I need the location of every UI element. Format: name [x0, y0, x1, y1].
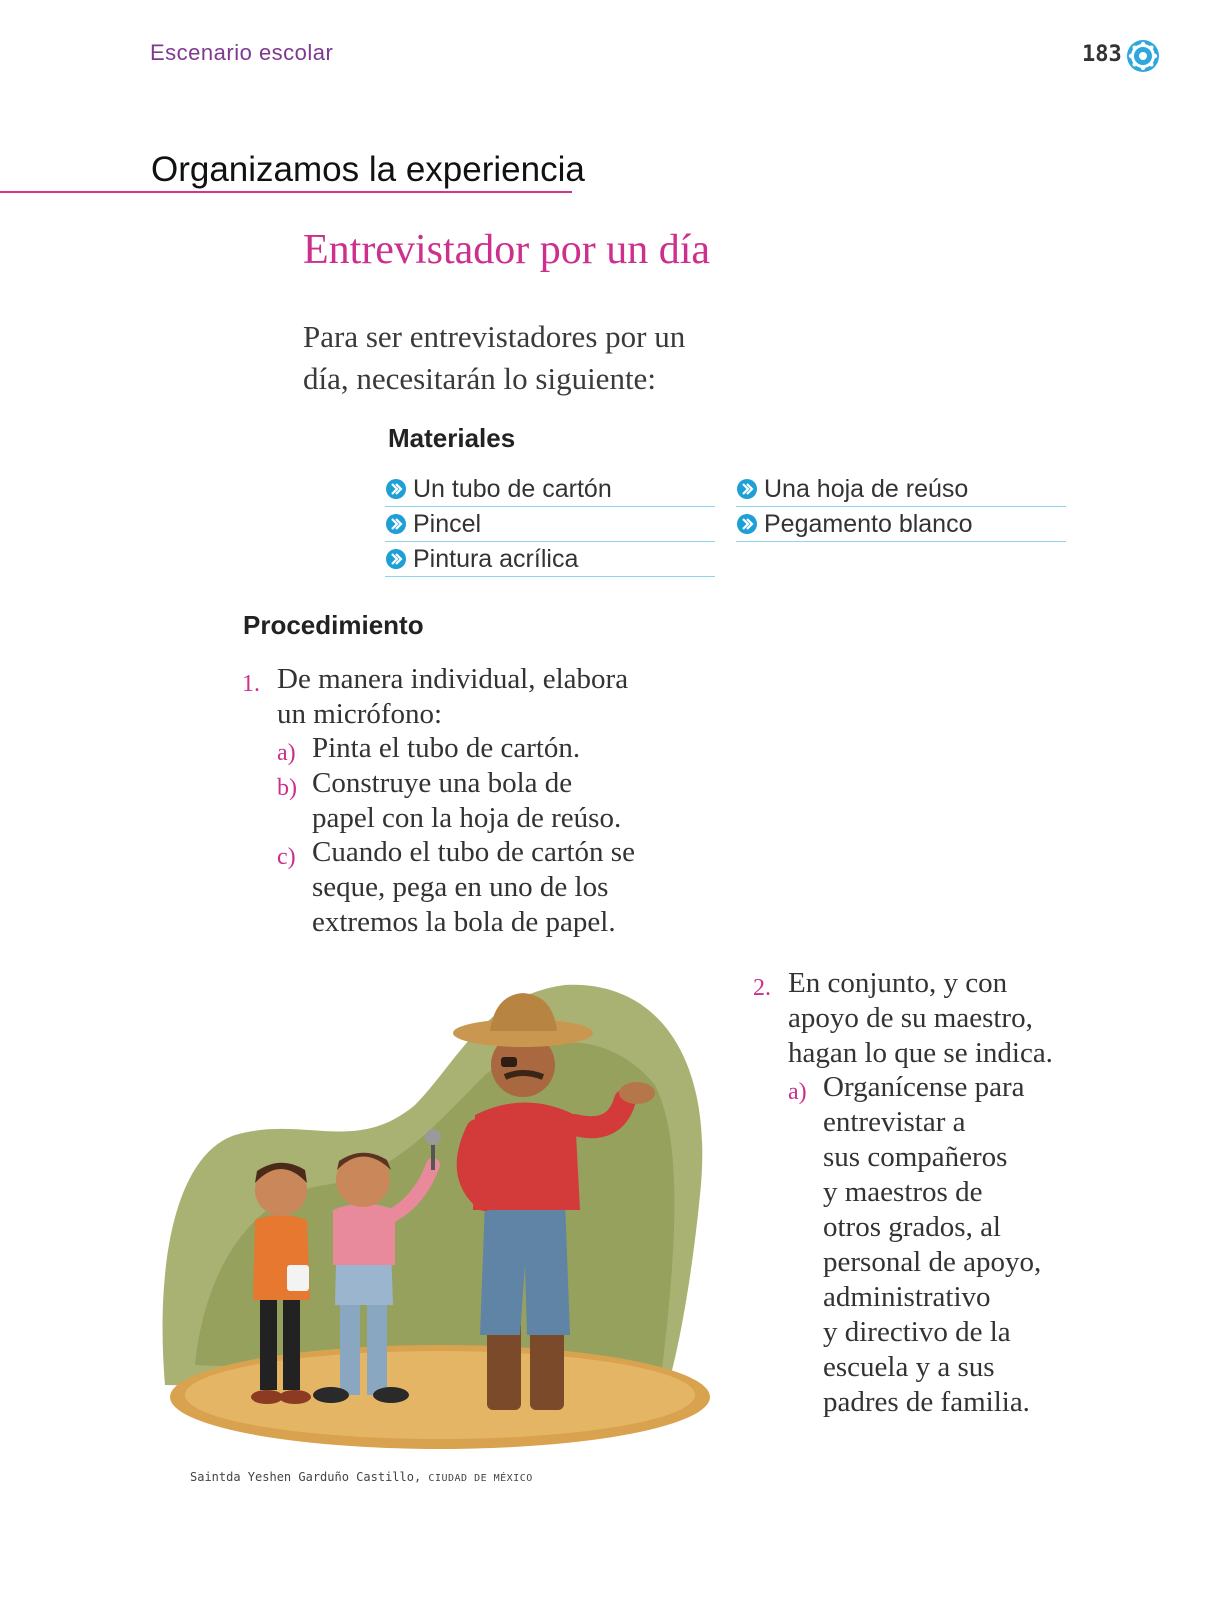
- intro-line: Para ser entrevistadores por un: [303, 319, 686, 354]
- substep-text-line: Cuando el tubo de cartón se: [312, 836, 635, 868]
- substep-text-line: y directivo de la: [823, 1316, 1011, 1348]
- substep-text-line: padres de familia.: [823, 1386, 1030, 1418]
- step-text-line: De manera individual, elabora: [277, 663, 629, 695]
- material-label: Pincel: [413, 509, 482, 538]
- material-label: Pegamento blanco: [764, 509, 973, 538]
- substep-text-line: sus compañeros: [823, 1141, 1008, 1173]
- running-header: Escenario escolar: [150, 40, 334, 65]
- substep-text-line: extremos la bola de papel.: [312, 906, 616, 938]
- credit-place: CIUDAD DE MÉXICO: [428, 1473, 533, 1484]
- interview-illustration: [155, 965, 720, 1465]
- step-number: 2.: [753, 975, 771, 1001]
- step-text-line: hagan lo que se indica.: [788, 1037, 1053, 1069]
- substep-text-line: entrevistar a: [823, 1106, 966, 1138]
- substep-text-line: otros grados, al: [823, 1211, 1001, 1243]
- substep-label: c): [277, 844, 296, 870]
- substep-text-line: seque, pega en uno de los: [312, 871, 609, 903]
- page-number: 183: [1082, 42, 1122, 67]
- material-label: Pintura acrílica: [413, 544, 579, 573]
- intro-line: día, necesitarán lo siguiente:: [303, 361, 656, 396]
- credit-author: Saintda Yeshen Garduño Castillo,: [190, 1470, 422, 1484]
- step-text-line: apoyo de su maestro,: [788, 1002, 1033, 1034]
- activity-title: Entrevistador por un día: [303, 227, 711, 273]
- step-text-line: En conjunto, y con: [788, 967, 1008, 999]
- section-title: Organizamos la experiencia: [151, 150, 585, 189]
- materials-heading: Materiales: [388, 423, 516, 453]
- substep-text-line: administrativo: [823, 1281, 991, 1313]
- substep-text-line: papel con la hoja de reúso.: [312, 802, 622, 834]
- substep-label: b): [277, 775, 297, 801]
- illustration-credit: [190, 1470, 533, 1484]
- substep-text-line: Pinta el tubo de cartón.: [312, 732, 581, 764]
- substep-text-line: y maestros de: [823, 1176, 983, 1208]
- substep-text-line: personal de apoyo,: [823, 1246, 1042, 1278]
- substep-text-line: Construye una bola de: [312, 767, 573, 799]
- step-text-line: un micrófono:: [277, 698, 443, 730]
- substep-text-line: escuela y a sus: [823, 1351, 995, 1383]
- material-label: Un tubo de cartón: [413, 474, 612, 503]
- microphone-icon: [425, 1129, 441, 1145]
- substep-label: a): [277, 740, 296, 766]
- substep-text-line: Organícense para: [823, 1071, 1025, 1103]
- procedure-heading: Procedimiento: [243, 610, 424, 640]
- material-label: Una hoja de reúso: [764, 474, 969, 503]
- substep-label: a): [788, 1079, 807, 1105]
- step-number: 1.: [242, 671, 260, 697]
